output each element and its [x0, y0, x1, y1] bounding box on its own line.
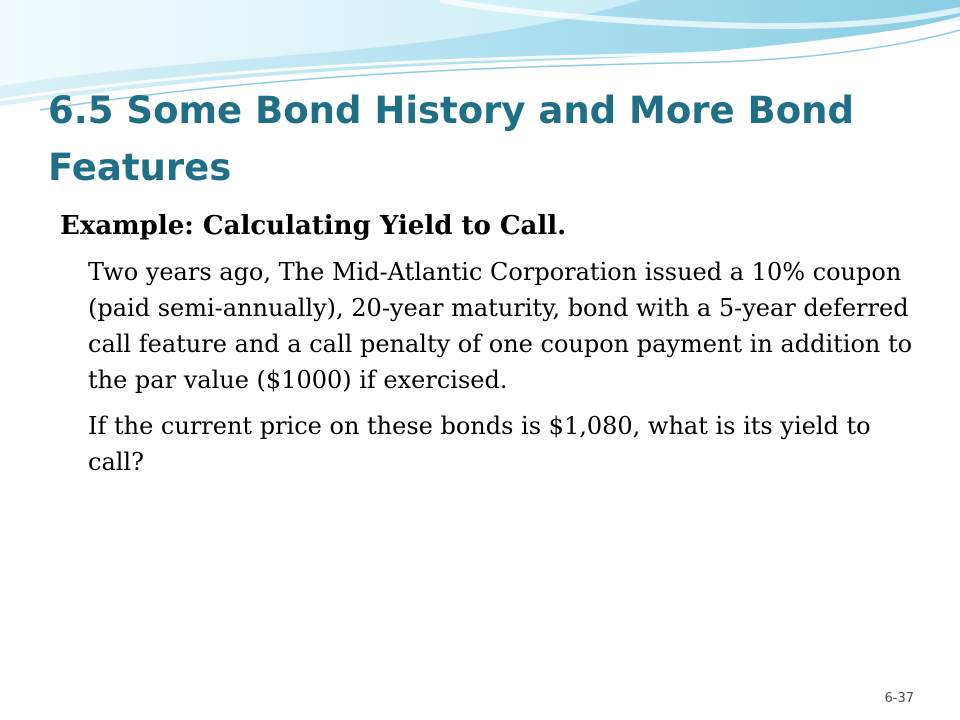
slide-body [60, 208, 930, 490]
slide-number: 6-37 [884, 691, 914, 706]
example-heading: Example: Calculating Yield to Call. [60, 211, 567, 241]
body-paragraph-question: If the current price on these bonds is $1,080, what is its yield to call? [88, 412, 871, 476]
body-paragraph-problem: Two years ago, The Mid-Atlantic Corporation issued a 10% coupon (paid semi-annually), 20-year maturity, bond with a 5-year deferred call feature and a call penalty of one coupon payment in addition to the par value ($1000) if exercised. [88, 258, 913, 394]
slide-title: 6.5 Some Bond History and More Bond Features [48, 89, 854, 189]
